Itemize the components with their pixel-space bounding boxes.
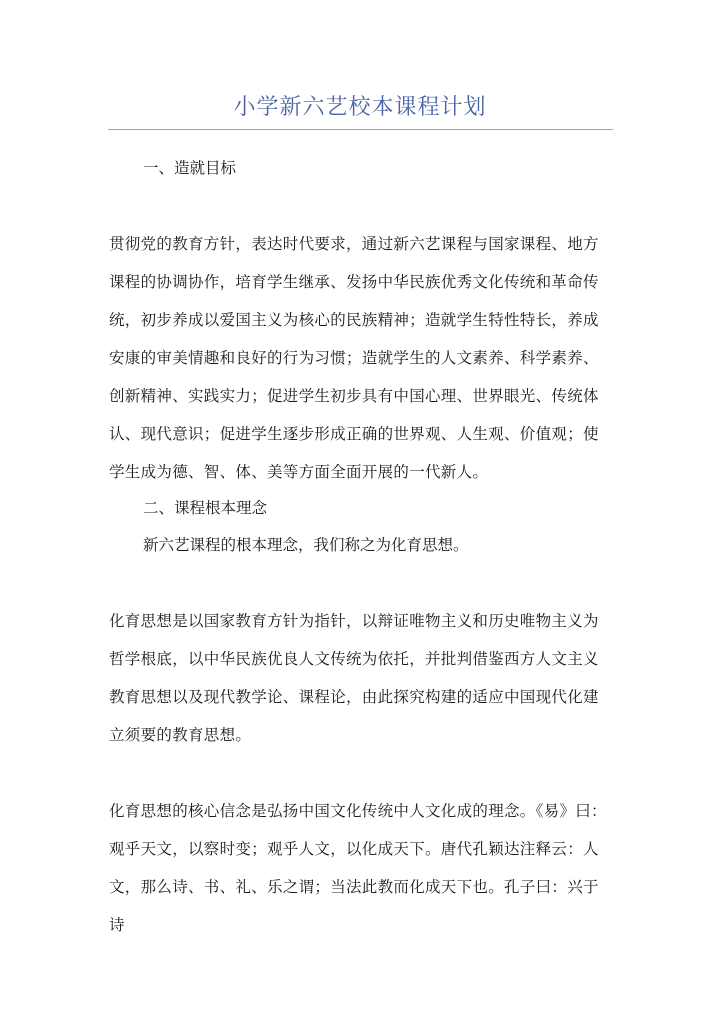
paragraph-3: 化育思想是以国家教育方针为指针，以辩证唯物主义和历史唯物主义为哲学根底，以中华民族优良人文传统为依托，并批判借鉴西方人文主义教育思想以及现代教学论、课程论，由此探究构建的适应中国现代化建立须要的教育思想。 (109, 612, 599, 744)
section-1-heading: 一、造就目标 (143, 159, 237, 177)
document-title: 小学新六艺校本课程计划 (233, 95, 487, 120)
section-1-paragraph: 贯彻党的教育方针，表达时代要求，通过新六艺课程与国家课程、地方课程的协调协作，培育学生继承、发扬中华民族优秀文化传统和革命传统，初步养成以爱国主义为核心的民族精神；造就学生特性特长，养成安康的审美情趣和良好的行为习惯；造就学生的人文素养、科学素养、创新精神、实践实力；促进学生初步具有中国心理、世界眼光、传统体认、现代意识；促进学生逐步形成正确的世界观、人生观、价值观；使学生成为德、智、体、美等方面全面开展的一代新人。 (109, 235, 599, 481)
paragraph-4: 化育思想的核心信念是弘扬中国文化传统中人文化成的理念。《易》曰：观乎天文，以察时变；观乎人文，以化成天下。唐代孔颖达注释云：人文，那么诗、书、礼、乐之谓；当法此教而化成天下也。孔子曰：兴于诗 (109, 802, 607, 934)
section-2-heading: 二、课程根本理念 (143, 499, 268, 517)
section-2-intro: 新六艺课程的根本理念，我们称之为化育思想。 (143, 536, 469, 554)
title-divider (108, 129, 613, 130)
